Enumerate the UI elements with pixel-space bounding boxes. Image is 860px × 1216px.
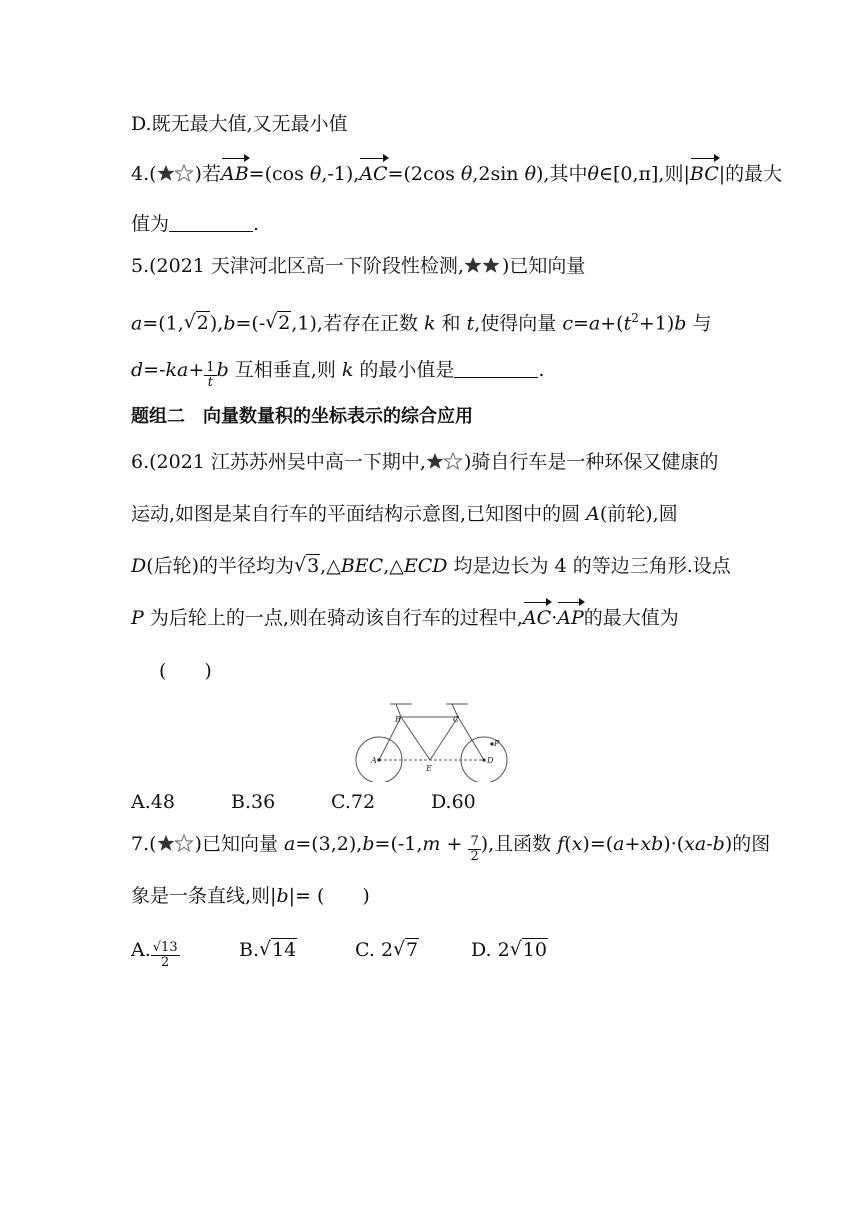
q7-line2: 象是一条直线,则|b|= ( ) — [131, 885, 370, 907]
q7-option-d: D. 2√ 10 — [471, 936, 587, 964]
answer-blank — [454, 359, 538, 378]
q5-line1: 5.(2021 天津河北区高一下阶段性检测, )已知向量 — [131, 255, 586, 277]
q6-line1: 6.(2021 江苏苏州吴中高一下期中, )骑自行车是一种环保又健康的 — [131, 451, 719, 473]
label-C: C — [453, 715, 460, 724]
q6-line2: 运动,如图是某自行车的平面结构示意图,已知图中的圆 A(前轮),圆 — [131, 503, 678, 525]
label-B: B — [395, 715, 401, 724]
bicycle-figure — [330, 696, 510, 782]
label-P: P — [494, 739, 500, 748]
difficulty-star-icon — [426, 452, 464, 470]
q6-options — [131, 788, 531, 816]
q6-option-c: C.72 — [331, 791, 376, 813]
q6-answer-paren: ( ) — [159, 660, 212, 682]
difficulty-star-icon — [464, 256, 502, 274]
label-E: E — [426, 764, 432, 773]
difficulty-star-icon — [157, 164, 195, 182]
q5-line2: a=(1,√ 2),b=(-√ 2,1),若存在正数 k 和 t,使得向量 $c=a+(t^2+1)b$ 与 — [131, 304, 712, 337]
q6-option-a: A.48 — [131, 791, 175, 813]
q3-option-d: D.既无最大值,又无最小值 — [131, 113, 348, 135]
q6-option-d: D.60 — [431, 791, 476, 813]
q6-option-b: B.36 — [231, 791, 276, 813]
q7-line1: 7.( )已知向量 a=(3,2),b=(-1,m + $\frac{7}{2}$ ),且函数 f(x)=(a+xb)·(xa-b)的图 — [131, 833, 771, 864]
q4-line2: 值为 . — [131, 213, 260, 235]
label-D: D — [487, 756, 494, 765]
q7-option-b: B.√ 14 — [239, 936, 355, 964]
q6-line4: P 为后轮上的一点,则在骑动该自行车的过程中,AC·AP的最大值为 — [131, 604, 679, 632]
label-A: A — [371, 756, 377, 765]
difficulty-star-icon — [157, 834, 195, 852]
q4-line1: 4.( )若AB=(cos θ,-1),AC=(2cos θ,2sin θ),其中θ∈[0,π],则|BC|的最大 — [131, 160, 782, 188]
q7-option-a: A. $\frac{√13}{2}$ — [131, 939, 178, 970]
q5-line3: d=-ka+ $\frac{1}{t}$ b 互相垂直,则 k 的最小值是 . — [131, 359, 545, 390]
answer-blank — [169, 213, 253, 232]
q7-option-c: C. 2√ 7 — [355, 936, 471, 964]
q6-line3: D(后轮)的半径均为√ 3,△BEC,△ECD 均是边长为 4 的等边三角形.设点 — [131, 552, 731, 580]
q7-options — [131, 936, 587, 970]
group-heading: 题组二 向量数量积的坐标表示的综合应用 — [131, 406, 473, 427]
